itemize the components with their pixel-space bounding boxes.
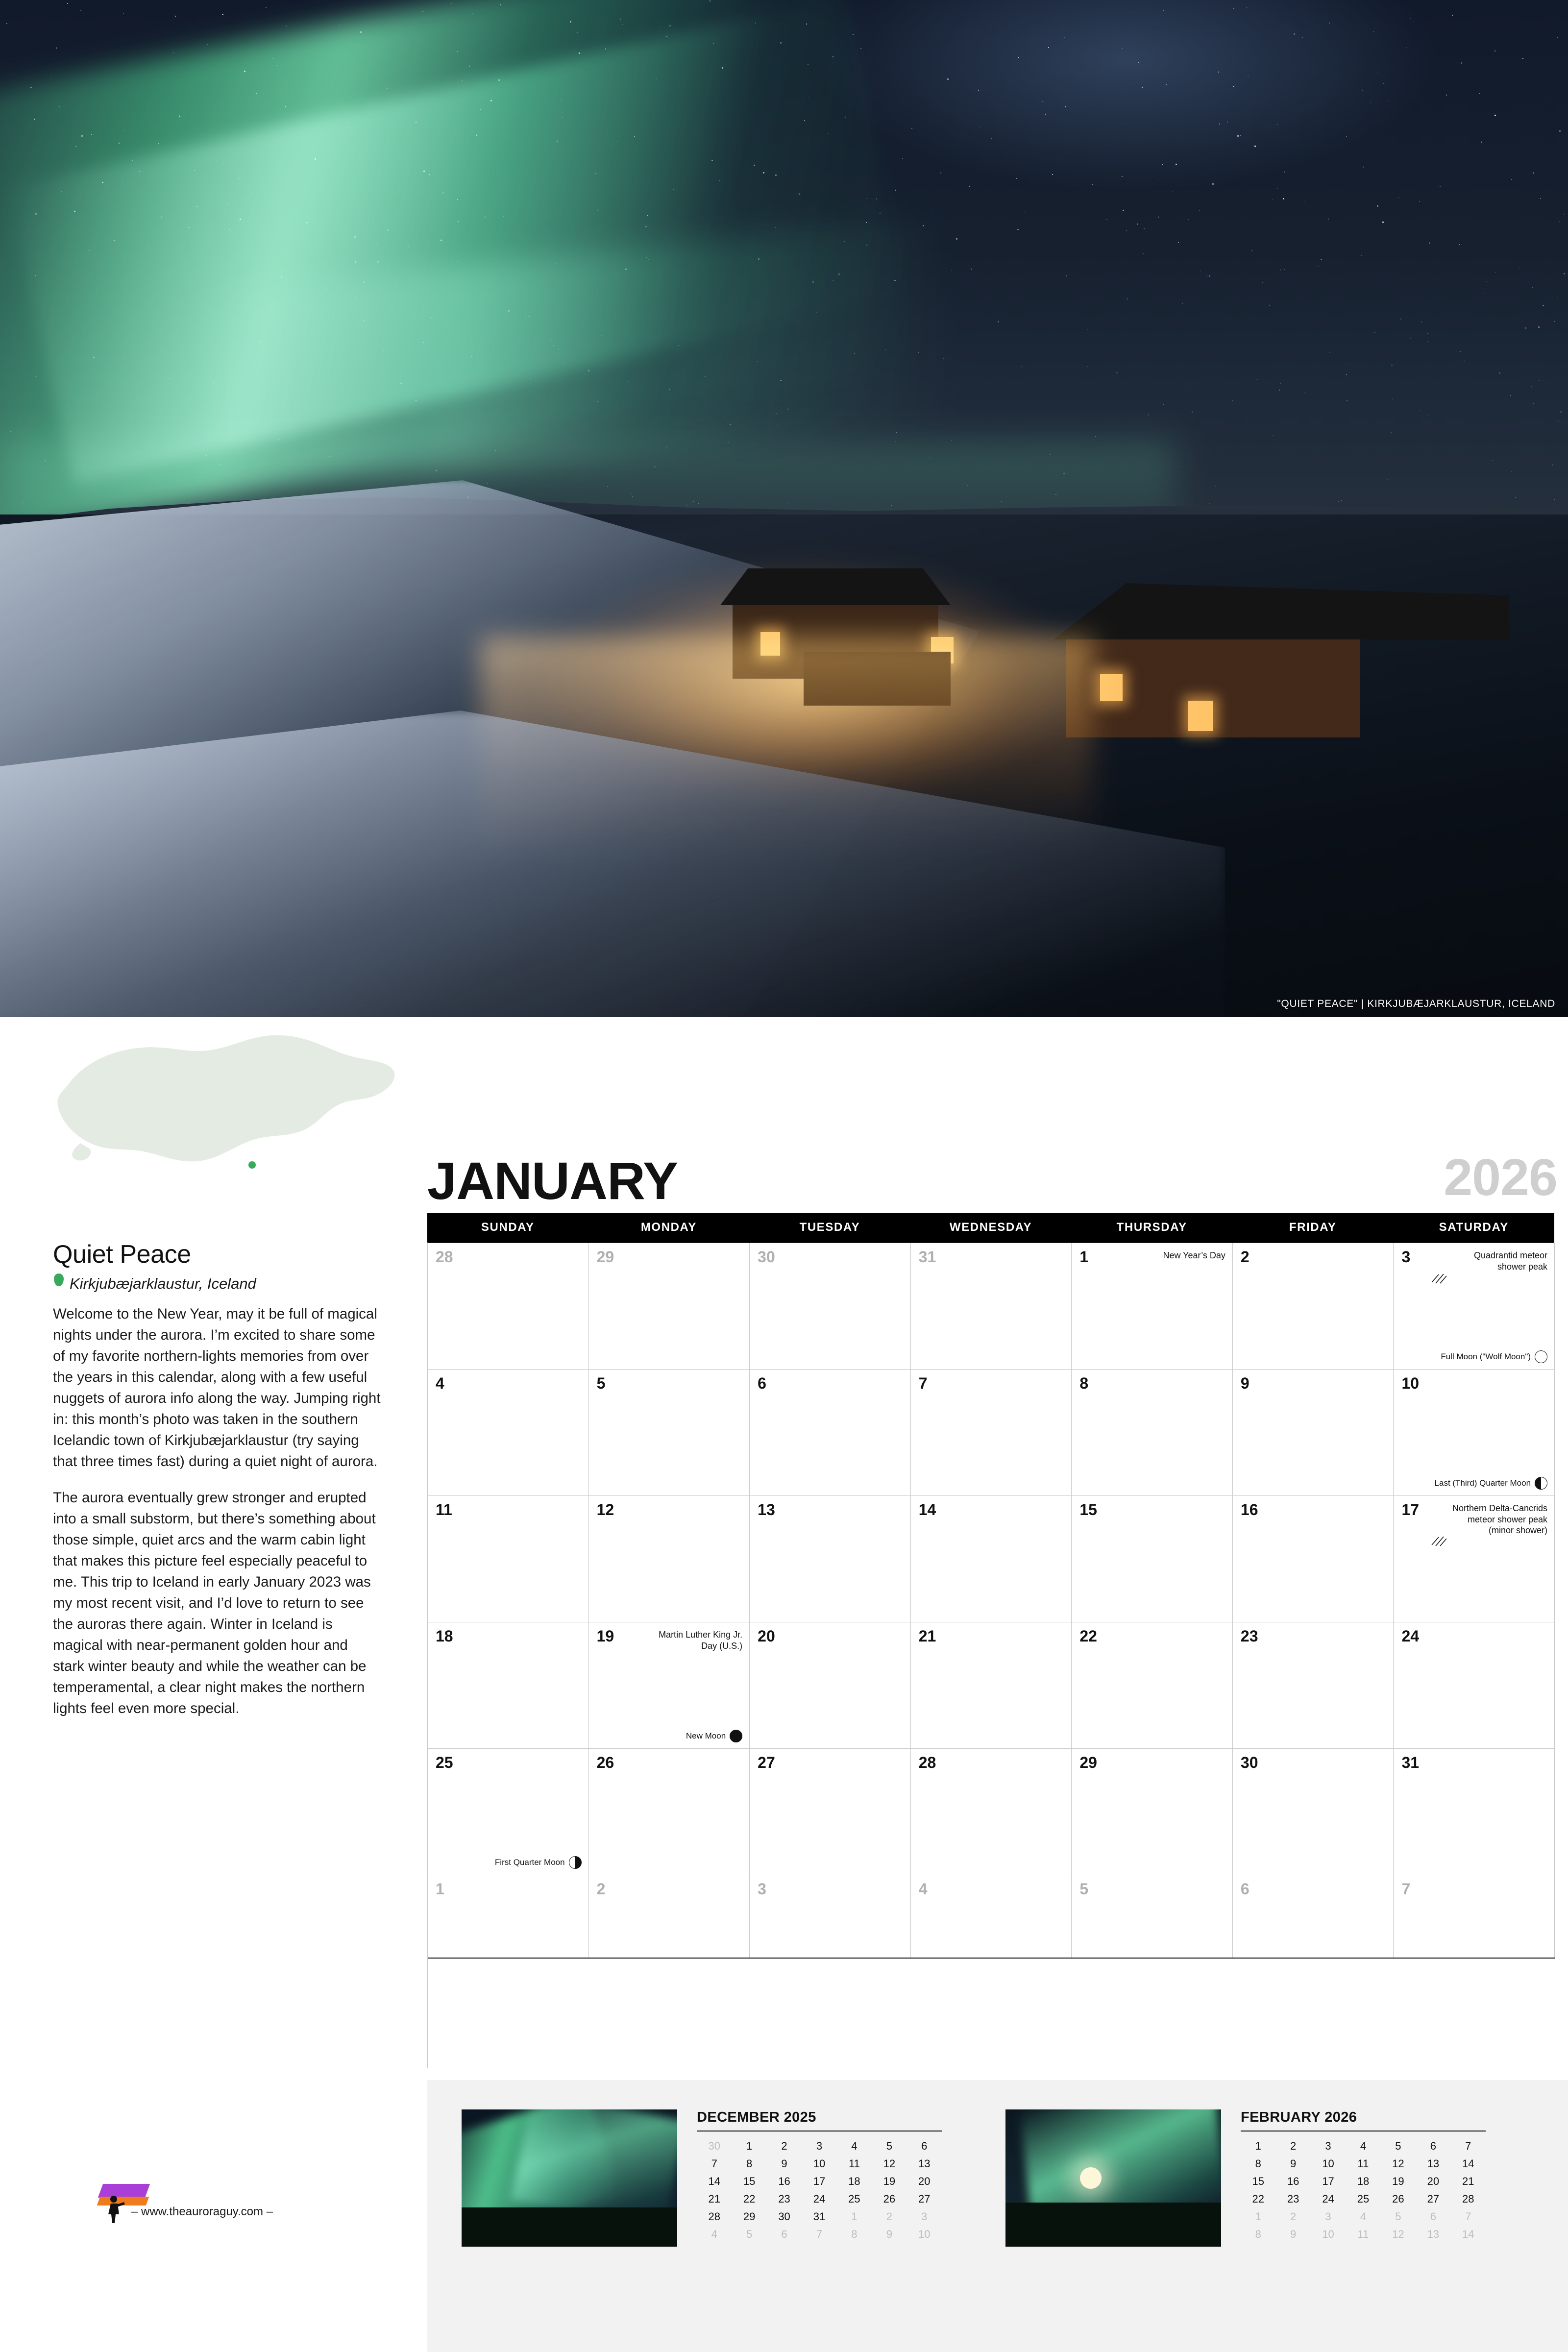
day-event-label: New Year’s Day [1163, 1250, 1225, 1260]
thumb-moon-next [1080, 2167, 1102, 2189]
day-number: 15 [1079, 1501, 1097, 1519]
mini-thumb-previous [462, 2109, 677, 2247]
calendar-day-cell[interactable] [428, 1496, 589, 1622]
location-dot-on-map [248, 1161, 256, 1169]
moon-first-icon [569, 1856, 582, 1869]
day-number: 8 [1079, 1374, 1089, 1392]
mini-day-cell[interactable]: 2 [1290, 2140, 1297, 2152]
mini-day-cell[interactable]: 1 [1255, 2140, 1261, 2152]
article-column [0, 1017, 421, 2352]
mini-day-cell[interactable]: 1 [746, 2140, 753, 2152]
mini-day-cell[interactable]: 13 [918, 2157, 931, 2170]
mini-day-cell[interactable]: 10 [918, 2228, 931, 2240]
mini-day-cell[interactable]: 25 [1357, 2193, 1370, 2205]
mini-day-cell[interactable]: 10 [1322, 2228, 1334, 2240]
day-number: 21 [918, 1627, 936, 1645]
weekday-monday: MONDAY [640, 1221, 697, 1234]
calendar-day-cell[interactable] [1394, 1749, 1555, 1875]
calendar-day-cell[interactable] [750, 1370, 911, 1495]
calendar-day-cell[interactable] [589, 1370, 750, 1495]
mini-day-cell[interactable]: 20 [918, 2175, 931, 2187]
mini-day-cell[interactable]: 8 [746, 2157, 753, 2170]
day-number: 6 [1240, 1880, 1250, 1898]
mini-calendar-next-body [1241, 2109, 1495, 2243]
day-number: 31 [918, 1248, 936, 1266]
calendar-day-cell[interactable] [1394, 1496, 1555, 1622]
mini-day-cell[interactable]: 5 [746, 2228, 753, 2240]
article-location [53, 1275, 256, 1293]
mini-day-cell[interactable]: 4 [1360, 2210, 1367, 2223]
mini-day-cell[interactable]: 28 [1462, 2193, 1474, 2205]
mini-day-cell[interactable]: 23 [1287, 2193, 1299, 2205]
calendar-day-cell[interactable] [589, 1749, 750, 1875]
moon-phase-label [495, 1856, 582, 1869]
calendar-day-cell[interactable] [750, 1622, 911, 1748]
photo-caption: "QUIET PEACE" | KIRKJUBÆJARKLAUSTUR, ICELAND [1277, 998, 1555, 1009]
calendar-day-cell[interactable] [750, 1875, 911, 1958]
calendar-day-cell[interactable] [1394, 1622, 1555, 1748]
calendar-day-cell[interactable] [589, 1496, 750, 1622]
iceland-map-graphic [38, 1027, 401, 1174]
cabin-window-4 [1188, 701, 1213, 731]
mini-day-cell[interactable]: 21 [1462, 2175, 1474, 2187]
mini-day-cell[interactable]: 13 [1427, 2157, 1440, 2170]
calendar-year: 2026 [1444, 1149, 1557, 1206]
mini-day-cell[interactable]: 3 [1325, 2140, 1331, 2152]
mini-week-row [697, 2137, 942, 2155]
mini-day-cell[interactable]: 8 [1255, 2228, 1261, 2240]
mini-week-row [697, 2173, 942, 2190]
mini-day-cell[interactable]: 17 [813, 2175, 826, 2187]
day-number: 22 [1079, 1627, 1097, 1645]
article-paragraph-2: The aurora eventually grew stronger and erupted into a small substorm, but there’s something about those simple, quiet arcs and the warm cabin light that makes this picture feel especially peaceful to me. This trip to Iceland in early January 2023 was my most recent visit, and I’d love to return to see the auroras there again. Winter in Iceland is magical with near-permanent golden hour and stark winter beauty and while the weather can be temperamental, a clear night makes the northern lights feel even more special. [53, 1489, 376, 1717]
moon-new-icon [730, 1730, 742, 1742]
mini-day-cell[interactable]: 15 [1252, 2175, 1264, 2187]
mini-day-cell[interactable]: 1 [851, 2210, 858, 2223]
mini-day-cell[interactable]: 9 [1290, 2157, 1297, 2170]
calendar-day-cell[interactable] [1233, 1749, 1394, 1875]
cabin-center-roof [720, 568, 951, 605]
meteor-shower-icon [1431, 1272, 1447, 1284]
day-number: 18 [436, 1627, 453, 1645]
calendar-day-cell[interactable] [911, 1875, 1072, 1958]
mini-day-cell[interactable]: 19 [883, 2175, 896, 2187]
thumb-treeline-prev [462, 2207, 677, 2247]
moon-phase-text: Last (Third) Quarter Moon [1434, 1478, 1531, 1488]
day-number: 17 [1401, 1501, 1420, 1519]
mini-day-cell[interactable]: 14 [1462, 2228, 1474, 2240]
mini-day-cell[interactable]: 22 [1252, 2193, 1264, 2205]
weekday-friday: FRIDAY [1289, 1221, 1337, 1234]
calendar-day-cell[interactable] [1072, 1370, 1233, 1495]
mini-week-row [697, 2208, 942, 2226]
calendar-week-row [428, 1243, 1555, 1370]
calendar-day-cell[interactable] [428, 1622, 589, 1748]
mini-day-cell[interactable]: 5 [886, 2140, 892, 2152]
calendar-day-cell[interactable] [1394, 1370, 1555, 1495]
mini-week-row [697, 2155, 942, 2173]
day-number: 31 [1401, 1754, 1420, 1771]
mini-day-cell[interactable]: 26 [883, 2193, 896, 2205]
day-number: 2 [1240, 1248, 1250, 1266]
calendar-day-cell[interactable] [589, 1875, 750, 1958]
article-title: Quiet Peace [53, 1240, 191, 1269]
day-number: 2 [596, 1880, 606, 1898]
day-number: 23 [1240, 1627, 1258, 1645]
calendar-day-cell[interactable] [1233, 1370, 1394, 1495]
day-number: 28 [918, 1754, 936, 1771]
day-number: 29 [1079, 1754, 1097, 1771]
day-number: 5 [596, 1374, 606, 1392]
day-number: 25 [436, 1754, 453, 1771]
day-number: 3 [758, 1880, 766, 1898]
mini-calendar-next-title: FEBRUARY 2026 [1241, 2109, 1486, 2132]
mini-day-cell[interactable]: 2 [886, 2210, 892, 2223]
calendar-day-cell[interactable] [589, 1243, 750, 1369]
day-event-label: Northern Delta-Cancrids meteor shower peak (minor shower) [1452, 1503, 1548, 1535]
mini-day-cell[interactable]: 6 [1430, 2140, 1436, 2152]
thumb-treeline-next [1005, 2203, 1221, 2247]
weekday-tuesday: TUESDAY [799, 1221, 860, 1234]
mini-day-cell[interactable]: 27 [918, 2193, 931, 2205]
calendar-day-cell[interactable] [911, 1496, 1072, 1622]
mini-day-cell[interactable]: 21 [708, 2193, 720, 2205]
meteor-shower-icon [1431, 1534, 1447, 1547]
day-event-label: Martin Luther King Jr. Day (U.S.) [659, 1630, 743, 1651]
mini-day-cell[interactable]: 6 [781, 2228, 787, 2240]
calendar-day-cell[interactable] [428, 1749, 589, 1875]
calendar-day-cell[interactable] [1072, 1243, 1233, 1369]
mini-day-cell[interactable]: 10 [1322, 2157, 1334, 2170]
mini-day-cell[interactable]: 19 [1392, 2175, 1404, 2187]
calendar-day-cell[interactable] [589, 1622, 750, 1748]
calendar-day-cell[interactable] [750, 1243, 911, 1369]
mini-day-cell[interactable]: 12 [883, 2157, 896, 2170]
mini-week-row [1241, 2137, 1486, 2155]
moon-last-icon [1535, 1477, 1547, 1490]
mini-day-cell[interactable]: 16 [1287, 2175, 1299, 2187]
moon-phase-label [1441, 1350, 1547, 1363]
mini-week-row [1241, 2155, 1486, 2173]
moon-phase-label [1435, 1477, 1548, 1490]
calendar-day-cell[interactable] [428, 1370, 589, 1495]
weekday-sunday: SUNDAY [481, 1221, 535, 1234]
mini-day-cell[interactable]: 10 [813, 2157, 826, 2170]
mini-week-row [1241, 2173, 1486, 2190]
calendar-day-cell[interactable] [911, 1622, 1072, 1748]
mini-grid-next [1241, 2137, 1486, 2243]
photographer-figure-icon [104, 2195, 126, 2225]
mini-day-cell[interactable]: 3 [816, 2140, 823, 2152]
calendar-day-cell[interactable] [1233, 1496, 1394, 1622]
article-body [53, 1303, 381, 1734]
day-number: 5 [1079, 1880, 1089, 1898]
day-number: 9 [1240, 1374, 1250, 1392]
mini-day-cell[interactable]: 5 [1395, 2140, 1401, 2152]
brand-url[interactable]: – www.theauroraguy.com – [131, 2205, 273, 2218]
mini-day-cell[interactable]: 16 [778, 2175, 790, 2187]
mini-grid-prev [697, 2137, 942, 2243]
article-location-label: Kirkjubæjarklaustur, Iceland [70, 1275, 256, 1292]
mini-thumb-next [1005, 2109, 1221, 2247]
mini-week-row [1241, 2226, 1486, 2243]
day-number: 30 [1240, 1754, 1258, 1771]
calendar-day-cell[interactable] [1072, 1496, 1233, 1622]
mini-day-cell[interactable]: 29 [743, 2210, 756, 2223]
mini-week-row [1241, 2208, 1486, 2226]
cabin-window-3 [1100, 674, 1123, 701]
mini-day-cell[interactable]: 7 [1465, 2210, 1471, 2223]
calendar-day-cell[interactable] [750, 1496, 911, 1622]
mini-day-cell[interactable]: 24 [813, 2193, 826, 2205]
day-number: 12 [596, 1501, 614, 1519]
mini-day-cell[interactable]: 9 [1290, 2228, 1297, 2240]
mini-day-cell[interactable]: 1 [1255, 2210, 1261, 2223]
moon-phase-text: New Moon [686, 1731, 726, 1740]
mini-calendar-prev-body [697, 2109, 952, 2243]
article-paragraph-1: Welcome to the New Year, may it be full of magical nights under the aurora. I’m excited to share some of my favorite northern-lights memories from over the years in this calendar, along with a few useful nuggets of aurora info along the way. Jumping right in: this month’s photo was taken in the southern Icelandic town of Kirkjubæjarklaustur (try saying that three times fast) during a quiet night of aurora. [53, 1306, 381, 1470]
mini-day-cell[interactable]: 9 [886, 2228, 892, 2240]
mini-day-cell[interactable]: 14 [708, 2175, 720, 2187]
calendar-month-title: JANUARY [427, 1151, 678, 1210]
mini-day-cell[interactable]: 3 [1325, 2210, 1331, 2223]
moon-phase-text: First Quarter Moon [494, 1858, 565, 1867]
mini-day-cell[interactable]: 26 [1392, 2193, 1404, 2205]
mini-calendar-prev-title: DECEMBER 2025 [697, 2109, 942, 2132]
mini-day-cell[interactable]: 4 [711, 2228, 717, 2240]
day-number: 7 [918, 1374, 928, 1392]
mini-day-cell[interactable]: 17 [1322, 2175, 1334, 2187]
calendar-day-cell[interactable] [428, 1875, 589, 1958]
day-number: 16 [1240, 1501, 1258, 1519]
calendar-day-cell[interactable] [911, 1370, 1072, 1495]
calendar-week-row [428, 1496, 1555, 1622]
day-number: 28 [436, 1248, 453, 1266]
mini-day-cell[interactable]: 8 [851, 2228, 858, 2240]
moon-full-icon [1535, 1350, 1547, 1363]
mini-day-cell[interactable]: 8 [1255, 2157, 1261, 2170]
mini-day-cell[interactable]: 4 [851, 2140, 858, 2152]
mini-day-cell[interactable]: 4 [1360, 2140, 1367, 2152]
day-number: 7 [1401, 1880, 1411, 1898]
day-number: 14 [918, 1501, 936, 1519]
calendar-grid [427, 1242, 1554, 2068]
day-number: 6 [758, 1374, 766, 1392]
mini-day-cell[interactable]: 6 [921, 2140, 928, 2152]
calendar-day-cell[interactable] [1394, 1875, 1555, 1958]
moon-phase-label [686, 1730, 742, 1742]
mini-day-cell[interactable]: 2 [1290, 2210, 1297, 2223]
mini-day-cell[interactable]: 3 [921, 2210, 928, 2223]
mini-day-cell[interactable]: 24 [1322, 2193, 1334, 2205]
mini-day-cell[interactable]: 23 [778, 2193, 790, 2205]
mini-day-cell[interactable]: 25 [848, 2193, 860, 2205]
calendar-day-cell[interactable] [911, 1243, 1072, 1369]
day-number: 20 [758, 1627, 775, 1645]
day-number: 13 [758, 1501, 775, 1519]
mini-day-cell[interactable]: 11 [848, 2157, 860, 2170]
mini-week-row [697, 2226, 942, 2243]
mini-calendar-previous [462, 2109, 952, 2315]
calendar-week-row [428, 1622, 1555, 1749]
calendar-week-row [428, 1370, 1555, 1496]
day-number: 4 [918, 1880, 928, 1898]
day-number: 19 [596, 1627, 614, 1645]
calendar-day-cell[interactable] [1233, 1622, 1394, 1748]
calendar-day-cell[interactable] [1233, 1243, 1394, 1369]
mini-day-cell[interactable]: 18 [1357, 2175, 1370, 2187]
calendar-day-cell[interactable] [750, 1749, 911, 1875]
mini-week-row [697, 2190, 942, 2208]
mini-day-cell[interactable]: 14 [1462, 2157, 1474, 2170]
mini-day-cell[interactable]: 7 [816, 2228, 823, 2240]
day-number: 3 [1401, 1248, 1411, 1266]
mini-day-cell[interactable]: 7 [711, 2157, 717, 2170]
mini-day-cell[interactable]: 22 [743, 2193, 756, 2205]
mini-day-cell[interactable]: 2 [781, 2140, 787, 2152]
mini-day-cell[interactable]: 20 [1427, 2175, 1440, 2187]
day-number: 4 [436, 1374, 444, 1392]
moon-phase-text: Full Moon ("Wolf Moon") [1441, 1352, 1531, 1361]
mini-day-cell[interactable]: 13 [1427, 2228, 1440, 2240]
calendar-week-row [428, 1875, 1555, 1959]
calendar-day-cell[interactable] [911, 1749, 1072, 1875]
mini-day-cell[interactable]: 12 [1392, 2228, 1404, 2240]
mini-day-cell[interactable]: 30 [708, 2140, 720, 2152]
calendar-day-cell[interactable] [1233, 1875, 1394, 1958]
mini-day-cell[interactable]: 6 [1430, 2210, 1436, 2223]
day-number: 26 [596, 1754, 614, 1771]
mini-day-cell[interactable]: 27 [1427, 2193, 1440, 2205]
mini-day-cell[interactable]: 11 [1357, 2228, 1369, 2240]
mini-day-cell[interactable]: 30 [778, 2210, 790, 2223]
calendar-day-cell[interactable] [1072, 1622, 1233, 1748]
day-number: 1 [1079, 1248, 1089, 1266]
calendar-week-row [428, 1749, 1555, 1875]
calendar-day-cell[interactable] [428, 1243, 589, 1369]
mini-day-cell[interactable]: 5 [1395, 2210, 1401, 2223]
day-number: 27 [758, 1754, 775, 1771]
calendar-day-cell[interactable] [1072, 1749, 1233, 1875]
day-number: 11 [436, 1501, 452, 1519]
day-event-label: Quadrantid meteor shower peak [1473, 1250, 1548, 1272]
adjacent-months-panel [427, 2080, 1568, 2352]
calendar-day-cell[interactable] [1394, 1243, 1555, 1369]
day-number: 10 [1401, 1374, 1420, 1392]
weekday-header-row [427, 1213, 1554, 1242]
mini-day-cell[interactable]: 9 [781, 2157, 787, 2170]
mini-day-cell[interactable]: 12 [1392, 2157, 1404, 2170]
mini-calendar-next [1005, 2109, 1495, 2315]
calendar-day-cell[interactable] [1072, 1875, 1233, 1958]
day-number: 24 [1401, 1627, 1420, 1645]
mini-day-cell[interactable]: 7 [1465, 2140, 1471, 2152]
mini-week-row [1241, 2190, 1486, 2208]
mini-day-cell[interactable]: 15 [743, 2175, 756, 2187]
hero-photo [0, 0, 1568, 1017]
mini-day-cell[interactable]: 18 [848, 2175, 860, 2187]
mini-day-cell[interactable]: 28 [708, 2210, 720, 2223]
mini-day-cell[interactable]: 31 [813, 2210, 826, 2223]
weekday-wednesday: WEDNESDAY [949, 1221, 1032, 1234]
weekday-saturday: SATURDAY [1439, 1221, 1509, 1234]
day-number: 1 [436, 1880, 444, 1898]
mini-day-cell[interactable]: 11 [1357, 2157, 1369, 2170]
day-number: 30 [758, 1248, 775, 1266]
day-number: 29 [596, 1248, 614, 1266]
weekday-thursday: THURSDAY [1116, 1221, 1187, 1234]
